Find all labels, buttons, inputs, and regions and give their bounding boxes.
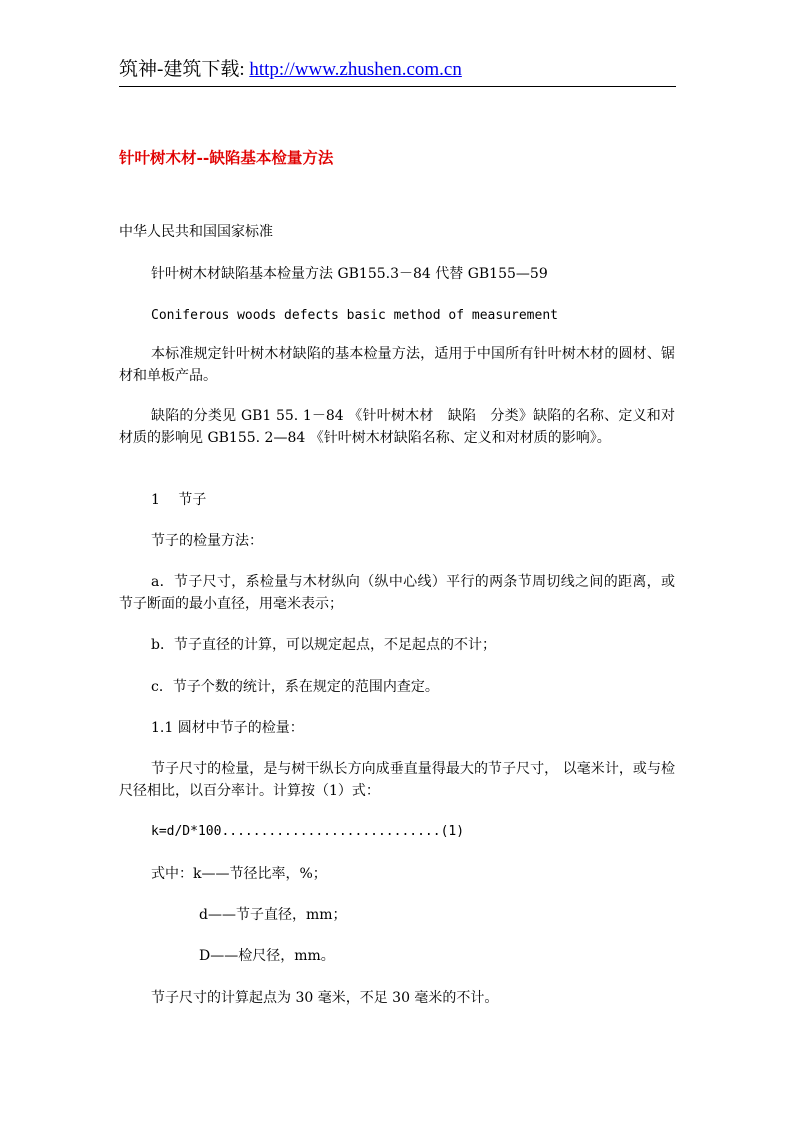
- site-link[interactable]: http://www.zhushen.com.cn: [249, 59, 462, 80]
- reference-paragraph: 缺陷的分类见 GB1 55. 1－84 《针叶树木材 缺陷 分类》缺陷的名称、定义和对材质的影响见 GB155. 2—84 《针叶树木材缺陷名称、定义和对材质的影响》。: [119, 408, 675, 446]
- method-label: 节子的检量方法：: [151, 533, 263, 549]
- formula-var-d: d——节子直径，mm；: [199, 907, 347, 923]
- english-title: Coniferous woods defects basic method of measurement: [151, 308, 558, 323]
- standard-label: 中华人民共和国国家标准: [119, 224, 273, 240]
- subsection-heading: 1.1 圆材中节子的检量：: [151, 720, 304, 736]
- document-title: 针叶树木材--缺陷基本检量方法: [119, 148, 334, 167]
- standard-code: 针叶树木材缺陷基本检量方法 GB155.3－84 代替 GB155—59: [151, 266, 548, 282]
- formula: k=d/D*100............................(1): [151, 824, 465, 839]
- section-heading: 1 节子: [151, 492, 207, 508]
- site-name: 筑神-建筑下载:: [119, 59, 250, 80]
- formula-var-k: 式中：k——节径比率，%；: [151, 866, 327, 882]
- measurement-paragraph: 节子尺寸的检量，是与树干纵长方向成垂直量得最大的节子尺寸， 以毫米计，或与检尺径相比，以百分率计。计算按（1）式：: [119, 761, 675, 799]
- calc-start-note: 节子尺寸的计算起点为 30 毫米，不足 30 毫米的不计。: [151, 990, 499, 1006]
- formula-var-D: D——检尺径，mm。: [199, 948, 335, 964]
- scope-paragraph: 本标准规定针叶树木材缺陷的基本检量方法，适用于中国所有针叶树木材的圆材、锯材和单板产品。: [119, 346, 675, 384]
- method-item-c: c．节子个数的统计，系在规定的范围内查定。: [151, 679, 439, 695]
- page-header: [119, 56, 676, 87]
- method-item-a: a．节子尺寸，系检量与木材纵向（纵中心线）平行的两条节周切线之间的距离，或节子断面的最小直径，用毫米表示；: [119, 574, 675, 612]
- method-item-b: b．节子直径的计算，可以规定起点，不足起点的不计；: [151, 637, 496, 653]
